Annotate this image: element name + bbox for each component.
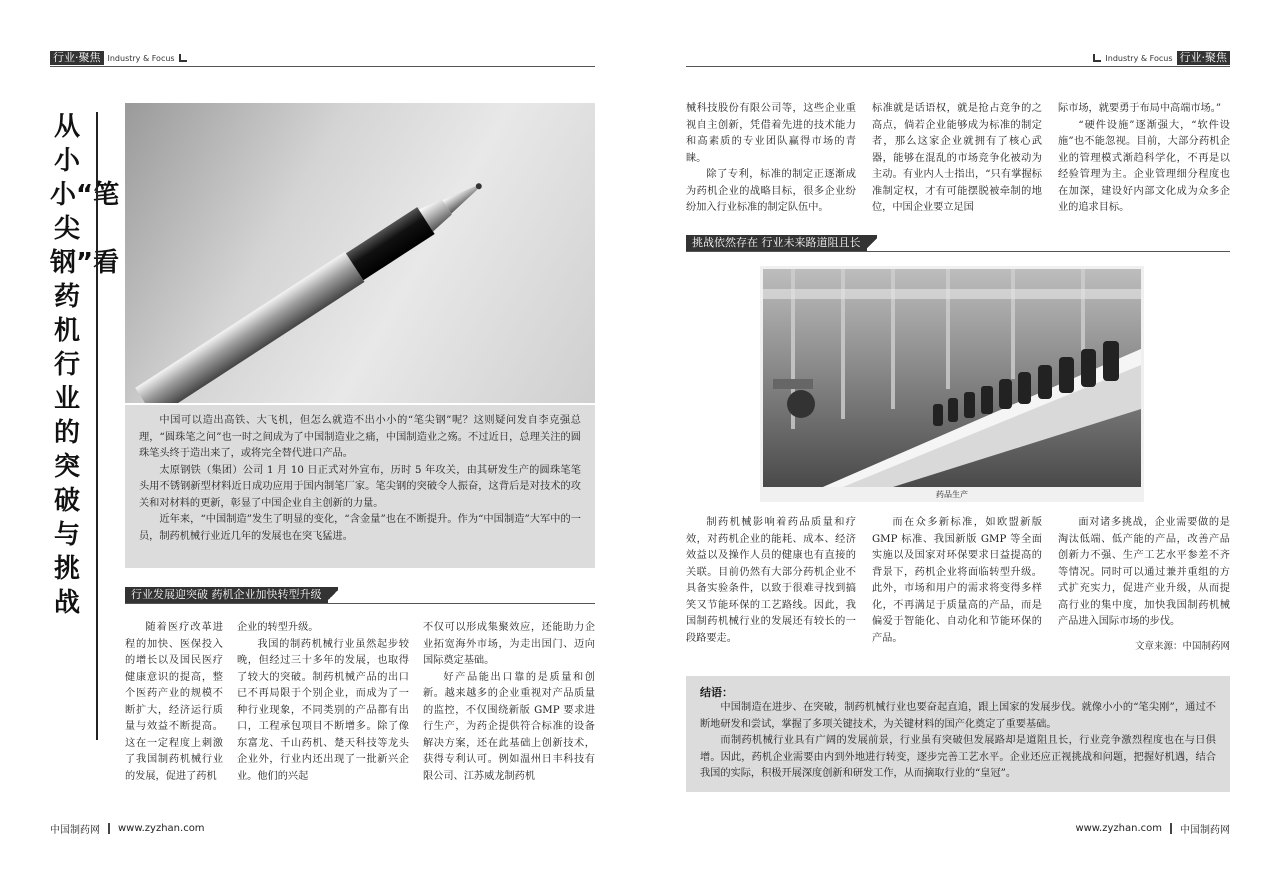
section1-heading-text: 行业发展迎突破 药机企业加快转型升级	[125, 587, 328, 603]
production-photo-frame	[760, 266, 1144, 502]
header-rule-right	[686, 66, 1230, 67]
body-paragraph: 制药机械影响着药品质量和疗效，对药机企业的能耗、成本、经济效益以及操作人员的健康也有直接的关联。目前仍然有大部分药机企业不具备实验条件，以致于很难寻找到搞笑又节能环保的工艺路线。因此，我国制药机械行业的发展还有较长的一段路要走。	[686, 517, 856, 644]
intro-paragraph: 太原钢铁（集团）公司 1 月 10 日正式对外宣布，历时 5 年攻关，由其研发生产的圆珠笔笔头用不锈钢新型材料近日成功应用于国内制笔厂家。笔尖钢的突破令人振奋，这背后是对技术的攻关和对材料的更新，彰显了中国企业自主创新的力量。	[139, 464, 581, 509]
section2-heading-text: 挑战依然存在 行业未来路道阻且长	[686, 235, 867, 251]
section2-rule	[686, 251, 1230, 252]
footer-site-name: 中国制药网	[1180, 825, 1230, 836]
body-paragraph: 除了专利，标准的制定正逐渐成为药机企业的战略目标，很多企业纷纷加入行业标准的制定队伍中。	[686, 169, 856, 213]
header-right-tag	[1093, 51, 1230, 65]
section2-heading	[686, 235, 877, 251]
header-rule-left	[50, 66, 595, 67]
conclusion-box	[686, 676, 1230, 792]
footer-site-name: 中国制药网	[50, 825, 100, 836]
section-tag-en: Industry & Focus	[107, 53, 175, 63]
footer-url[interactable]: www.zyzhan.com	[1075, 823, 1162, 834]
section1-col1	[125, 620, 223, 785]
article-source: 文章来源：中国制药网	[1134, 641, 1230, 652]
header-left-tag	[50, 51, 187, 65]
footer-separator	[108, 823, 110, 834]
body-paragraph: 随着医疗改革进程的加快、医保投入的增长以及国民医疗健康意识的提高，整个医药产业的规模不断扩大，经济运行质量与效益不断提高。这在一定程度上刺激了我国制药机械行业的发展，促进了药机	[125, 622, 223, 782]
pen-photo	[125, 103, 595, 403]
section-tag: 行业·聚焦	[50, 51, 104, 65]
body-paragraph: 械科技股份有限公司等，这些企业重视自主创新，凭借着先进的技术能力和高素质的专业团队赢得市场的青睐。	[686, 103, 856, 164]
body-paragraph: “硬件设施”逐渐强大，“软件设施”也不能忽视。目前，大部分药机企业的管理模式渐趋科学化，不再是以经验管理为主。企业管理细分程度也在加深，建设好内部文化成为众多企业的追求目标。	[1058, 119, 1230, 213]
intro-paragraph: 中国可以造出高铁、大飞机，但怎么就造不出小小的“笔尖钢”呢？这则疑问发自李克强总理，“圆珠笔之问”也一时之间成为了中国制造业之痛，中国制造业之殇。不过近日，总理关注的圆珠笔头终于造出来了，或将完全替代进口产品。	[139, 415, 581, 459]
photo-caption: 药品生产	[936, 490, 968, 499]
heading-tail-icon	[328, 587, 338, 603]
section2-col3	[1058, 515, 1230, 631]
corner-mark-icon	[1093, 54, 1101, 62]
conclusion-label: 结语：	[700, 686, 733, 699]
right-top-col2	[872, 101, 1042, 217]
right-top-col1	[686, 101, 856, 217]
body-paragraph: 好产品能出口靠的是质量和创新。越来越多的企业重视对产品质量的监控，不仅围绕新版 GMP 要求进行生产，为药企提供符合标准的设备解决方案，还在此基础上创新技术，获得专利认可。例如温州日丰科技有限公司、江苏威龙制药机	[423, 671, 595, 782]
footer-right	[1075, 821, 1230, 836]
conclusion-paragraph: 中国制造在进步、在突破，制药机械行业也要奋起直追，跟上国家的发展步伐。就像小小的“笔尖刚”，通过不断地研发和尝试，掌握了多项关键技术，为关键材料的国产化奠定了重要基础。	[700, 702, 1216, 730]
intro-paragraph: 近年来，“中国制造”发生了明显的变化，“含金量”也在不断提升。作为“中国制造”大军中的一员，制药机械行业近几年的发展也在突飞猛进。	[139, 514, 581, 542]
section1-rule	[125, 603, 595, 604]
section1-col2	[237, 620, 409, 785]
footer-separator	[1170, 823, 1172, 834]
conclusion-paragraph: 而制药机械行业具有广阔的发展前景，行业虽有突破但发展路却是道阻且长，行业竞争激烈程度也在与日俱增。因此，药机企业需要由内到外地进行转变，逐步完善工艺水平。企业还应正视挑战和问题，把握好机遇，结合我国的实际，积极开展深度创新和研发工作，从而摘取行业的“皇冠”。	[700, 735, 1216, 779]
body-paragraph: 而在众多新标准，如欧盟新版 GMP 标准、我国新版 GMP 等全面实施以及国家对环保要求日益提高的背景下，药机企业将面临转型升级。此外，市场和用户的需求将变得多样化，不再满足于质量高的产品，而是偏爱于智能化、自动化和节能环保的产品。	[872, 517, 1042, 644]
section1-heading	[125, 587, 338, 603]
production-line-photo	[763, 269, 1141, 487]
article-title: 从小小“笔尖钢”看药机行业的突破与挑战	[50, 112, 120, 618]
intro-box	[125, 405, 595, 568]
pen-illustration	[125, 103, 595, 403]
heading-tail-icon	[867, 235, 877, 251]
body-paragraph: 际市场，就要勇于布局中高端市场。”	[1058, 103, 1222, 114]
section-tag-en: Industry & Focus	[1105, 53, 1173, 63]
body-paragraph: 不仅可以形成集聚效应，还能助力企业拓宽海外市场，为走出国门、迈向国际奠定基础。	[423, 622, 595, 666]
body-paragraph: 标准就是话语权，就是抢占竞争的之高点，倘若企业能够成为标准的制定者，那么这家企业就拥有了核心武器，能够在混乱的市场竞争化被动为主动。有业内人士指出，“只有掌握标准制定权，才有可能摆脱被牵制的地位，中国企业要立足国	[872, 103, 1042, 213]
body-paragraph: 我国的制药机械行业虽然起步较晚，但经过三十多年的发展，也取得了较大的突破。制药机械产品的出口已不再局限于个别企业，而成为了一种行业现象，不同类别的产品都有出口，工程承包项目不断增多。除了像东富龙、千山药机、楚天科技等龙头企业外，行业内还出现了一批新兴企业。他们的兴起	[237, 638, 409, 782]
right-top-col3	[1058, 101, 1230, 217]
body-paragraph: 面对诸多挑战，企业需要做的是淘汰低端、低产能的产品，改善产品创新力不强、生产工艺水平参差不齐等情况。同时可以通过兼并重组的方式扩充实力，促进产业升级，从而提高行业的集中度，加快我国制药机械产品进入国际市场的步伐。	[1058, 517, 1230, 627]
section2-col1	[686, 515, 856, 647]
conclusion-text	[700, 700, 1216, 783]
body-paragraph: 企业的转型升级。	[237, 622, 319, 633]
section2-col2	[872, 515, 1042, 647]
footer-left	[50, 821, 205, 836]
title-rule	[96, 112, 98, 740]
corner-mark-icon	[179, 54, 187, 62]
production-line-illustration	[763, 269, 1141, 487]
footer-url[interactable]: www.zyzhan.com	[118, 823, 205, 834]
section-tag: 行业·聚焦	[1177, 51, 1231, 65]
section1-col3	[423, 620, 595, 785]
